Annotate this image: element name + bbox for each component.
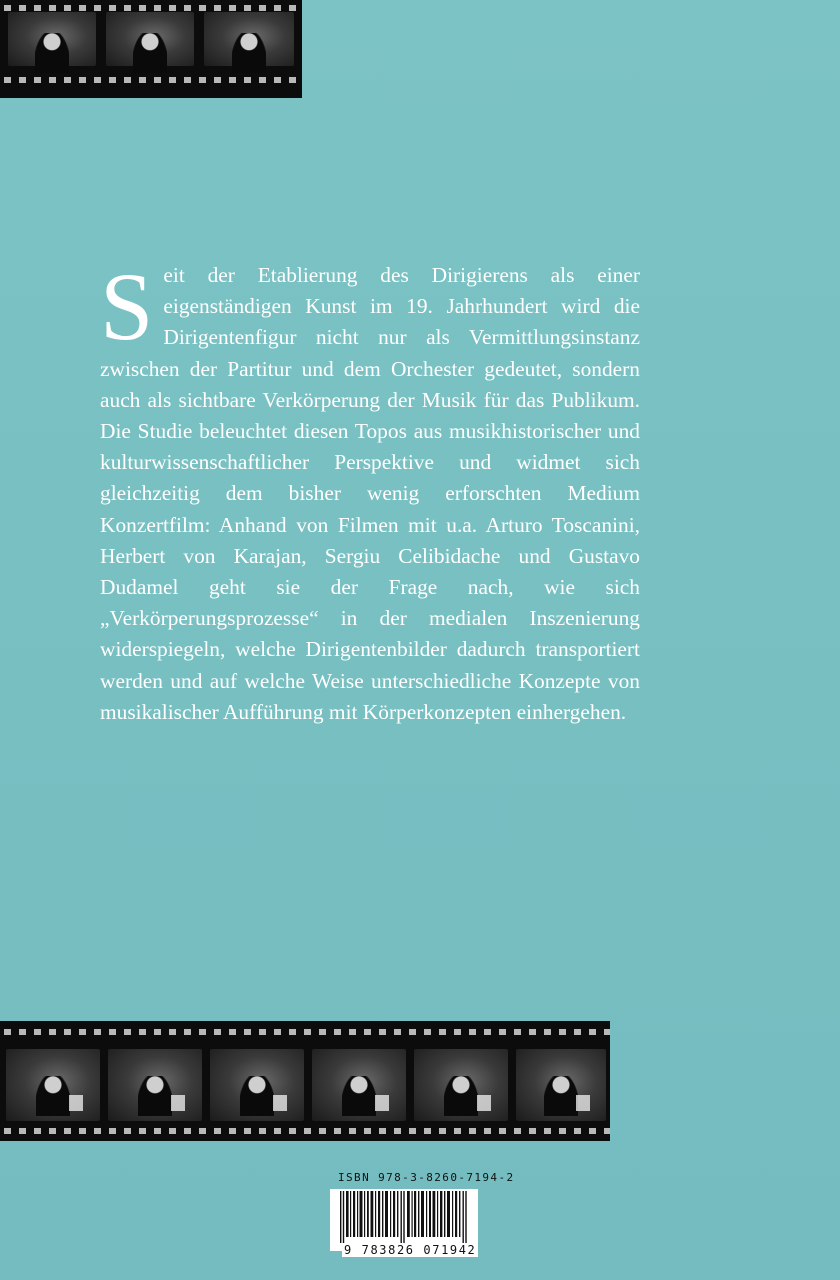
film-frame-conductor: [106, 12, 194, 66]
film-frame-conductor: [210, 1049, 304, 1121]
film-perforations: [0, 1027, 610, 1036]
blurb-text-block: [100, 253, 640, 728]
film-frame-conductor: [414, 1049, 508, 1121]
barcode-bars: [340, 1191, 468, 1243]
film-perforations: [0, 75, 302, 84]
film-strip-bottom: [0, 1021, 610, 1141]
isbn-label: ISBN 978-3-8260-7194-2: [338, 1171, 515, 1184]
film-frame-conductor: [516, 1049, 606, 1121]
barcode: [330, 1189, 478, 1251]
film-frame-conductor: [204, 12, 294, 66]
blurb-paragraph: eit der Etablierung des Dirigierens als einer eigenständigen Kunst im 19. Jahrhundert wird die Dirigentenfigur nicht nur als Vermittlungsinstanz zwischen der Partitur und dem Orchester gedeutet, sondern auch als sichtbare Verkörperung der Musik für das Publikum. Die Studie beleuchtet diesen Topos aus musikhistorischer und kulturwissenschaftlicher Perspektive und widmet sich gleichzeitig dem bisher wenig erforschten Medium Konzertfilm: Anhand von Filmen mit u.a. Arturo Toscanini, Herbert von Karajan, Sergiu Celibidache und Gustavo Dudamel geht sie der Frage nach, wie sich „Verkörperungsprozesse“ in der medialen Inszenierung widerspiegeln, welche Dirigentenbilder dadurch transportiert werden und auf welche Weise unterschiedliche Konzepte von musikalischer Aufführung mit Körperkonzepten einhergehen.: [100, 263, 640, 724]
barcode-digits: 9 783826 071942: [344, 1243, 477, 1257]
film-frame-conductor: [108, 1049, 202, 1121]
film-frame-conductor: [312, 1049, 406, 1121]
film-perforations: [0, 3, 302, 12]
film-strip-top: [0, 0, 302, 98]
drop-cap: S: [100, 253, 154, 360]
film-frame-conductor: [8, 12, 96, 66]
film-frame-conductor: [6, 1049, 100, 1121]
film-perforations: [0, 1126, 610, 1135]
